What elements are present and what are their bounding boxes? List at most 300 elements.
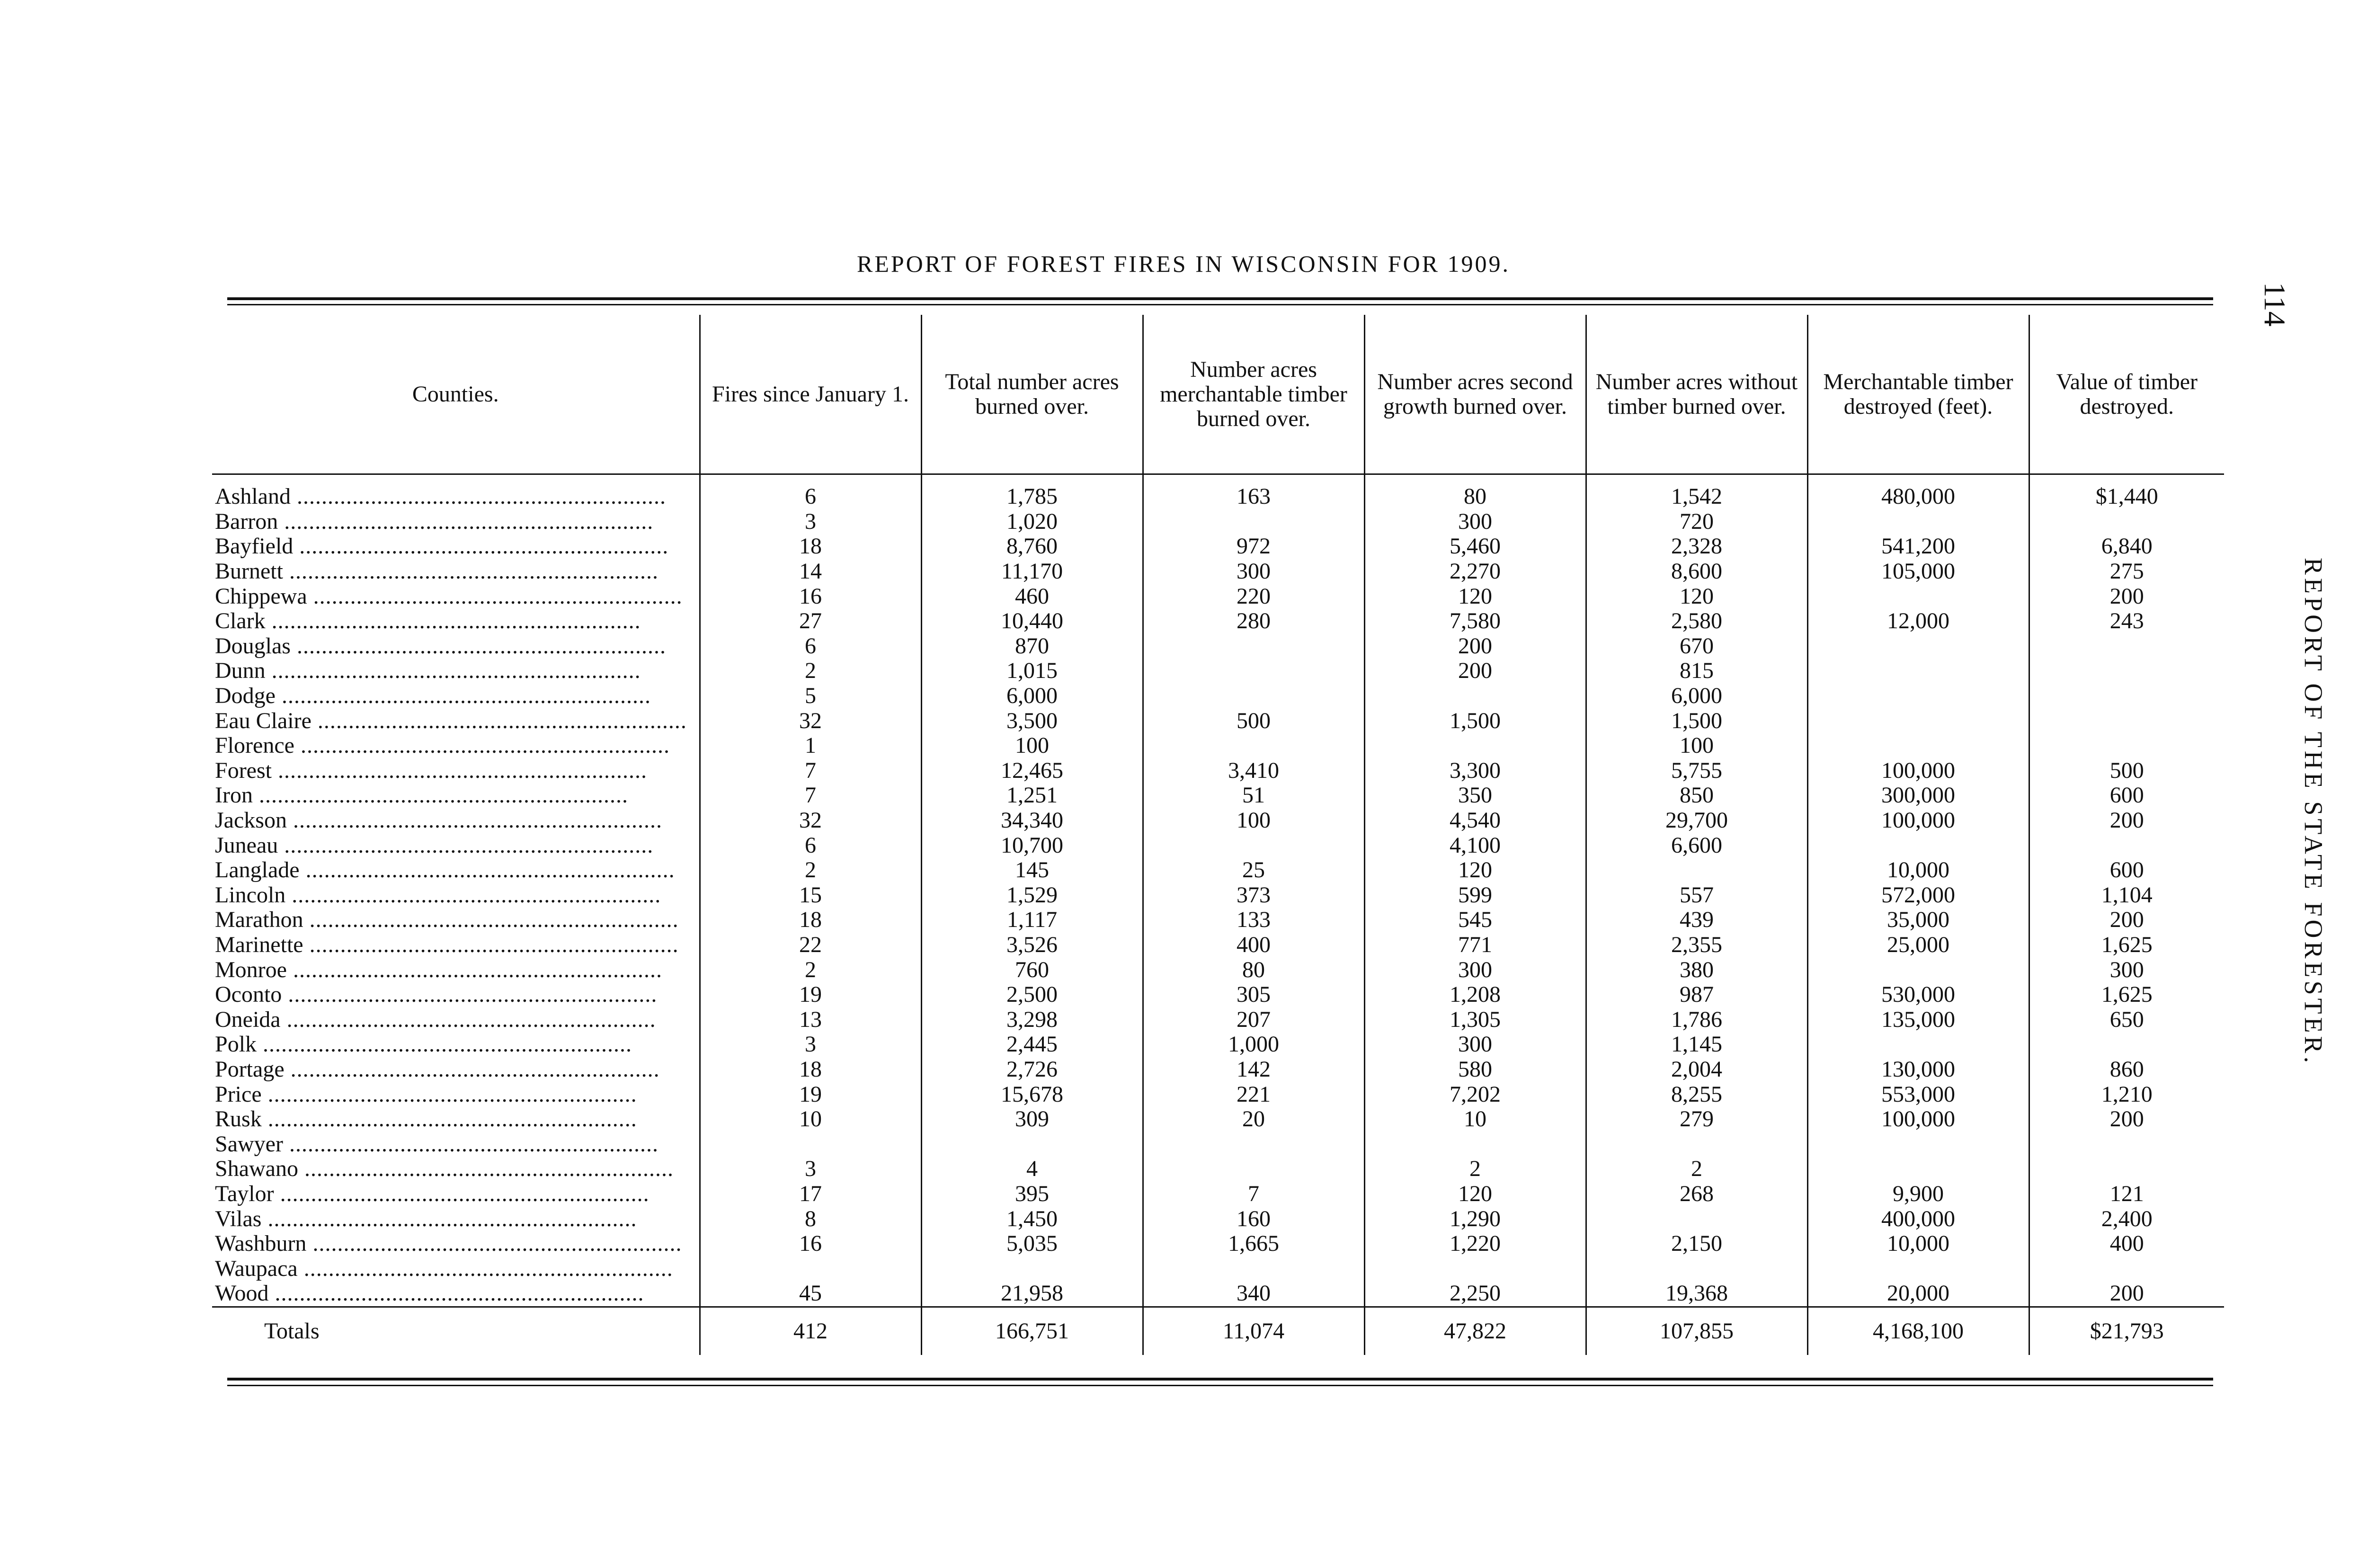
header-second-growth-acres: Number acres second growth burned over. [1364, 315, 1586, 474]
dot-leader: ............................................................ [286, 808, 662, 833]
cell-value-destroyed: 400 [2029, 1231, 2224, 1256]
cell-fires [700, 1256, 921, 1281]
cell-second-growth-acres: 10 [1364, 1107, 1586, 1132]
cell-without-timber-acres: 439 [1586, 908, 1807, 933]
table-row [212, 1131, 2224, 1157]
cell-timber-destroyed-feet [1807, 634, 2029, 659]
county-name: Polk [215, 1032, 257, 1057]
page-title: REPORT OF FOREST FIRES IN WISCONSIN FOR 1909. [856, 250, 1511, 277]
cell-second-growth-acres [1364, 733, 1586, 758]
cell-county [212, 1131, 700, 1157]
cell-second-growth-acres: 300 [1364, 957, 1586, 982]
cell-value-destroyed: 600 [2029, 858, 2224, 883]
dot-leader: ............................................................ [261, 1082, 637, 1107]
cell-merchantable-acres [1143, 833, 1364, 858]
cell-merchantable-acres: 100 [1143, 808, 1364, 833]
cell-county [212, 634, 700, 659]
cell-without-timber-acres: 2,150 [1586, 1231, 1807, 1256]
cell-second-growth-acres [1364, 684, 1586, 709]
dot-leader: ............................................................ [274, 1181, 650, 1206]
cell-value-destroyed [2029, 684, 2224, 709]
table-row [212, 783, 2224, 808]
cell-total-acres: 460 [921, 584, 1143, 609]
cell-without-timber-acres: 2,004 [1586, 1057, 1807, 1082]
table-row [212, 1256, 2224, 1281]
dot-leader: ............................................................ [299, 857, 675, 883]
table-body [212, 474, 2224, 1307]
running-head: REPORT OF THE STATE FORESTER. [2299, 558, 2328, 1067]
cell-value-destroyed: 200 [2029, 908, 2224, 933]
cell-fires: 8 [700, 1206, 921, 1231]
county-name: Marinette [215, 932, 303, 957]
cell-without-timber-acres: 380 [1586, 957, 1807, 982]
cell-fires: 17 [700, 1182, 921, 1207]
county-name: Rusk [215, 1106, 262, 1132]
cell-second-growth-acres: 300 [1364, 1032, 1586, 1057]
table-row [212, 858, 2224, 883]
dot-leader: ............................................................ [298, 1157, 674, 1182]
cell-timber-destroyed-feet: 20,000 [1807, 1281, 2029, 1307]
cell-without-timber-acres: 1,500 [1586, 708, 1807, 733]
cell-without-timber-acres: 8,255 [1586, 1082, 1807, 1107]
cell-county [212, 733, 700, 758]
cell-timber-destroyed-feet [1807, 584, 2029, 609]
cell-county [212, 808, 700, 833]
county-name: Douglas [215, 633, 291, 659]
cell-merchantable-acres: 133 [1143, 908, 1364, 933]
county-name: Portage [215, 1057, 285, 1082]
totals-value-destroyed: $21,793 [2029, 1307, 2224, 1355]
cell-total-acres: 870 [921, 634, 1143, 659]
cell-county [212, 933, 700, 958]
cell-total-acres: 4 [921, 1157, 1143, 1182]
cell-merchantable-acres: 500 [1143, 708, 1364, 733]
dot-leader: ............................................................ [265, 608, 641, 634]
cell-value-destroyed: 1,210 [2029, 1082, 2224, 1107]
dot-leader: ............................................................ [272, 758, 647, 783]
cell-merchantable-acres [1143, 733, 1364, 758]
table-row [212, 933, 2224, 958]
cell-county [212, 684, 700, 709]
cell-value-destroyed [2029, 1157, 2224, 1182]
dot-leader: ............................................................ [257, 1032, 632, 1057]
cell-county [212, 1281, 700, 1307]
cell-merchantable-acres: 221 [1143, 1082, 1364, 1107]
cell-second-growth-acres: 300 [1364, 509, 1586, 535]
cell-total-acres: 2,445 [921, 1032, 1143, 1057]
cell-total-acres: 1,251 [921, 783, 1143, 808]
cell-second-growth-acres: 1,290 [1364, 1206, 1586, 1231]
cell-value-destroyed: 121 [2029, 1182, 2224, 1207]
totals-fires: 412 [700, 1307, 921, 1355]
cell-total-acres: 34,340 [921, 808, 1143, 833]
cell-total-acres: 309 [921, 1107, 1143, 1132]
cell-total-acres: 5,035 [921, 1231, 1143, 1256]
table-row [212, 908, 2224, 933]
cell-timber-destroyed-feet: 480,000 [1807, 474, 2029, 509]
cell-fires: 27 [700, 609, 921, 634]
cell-without-timber-acres: 557 [1586, 883, 1807, 908]
cell-total-acres: 11,170 [921, 559, 1143, 584]
cell-second-growth-acres: 120 [1364, 1182, 1586, 1207]
cell-value-destroyed: 200 [2029, 584, 2224, 609]
bottom-rule-inner [227, 1385, 2213, 1386]
cell-merchantable-acres: 25 [1143, 858, 1364, 883]
cell-without-timber-acres [1586, 1131, 1807, 1157]
cell-merchantable-acres: 340 [1143, 1281, 1364, 1307]
cell-second-growth-acres: 771 [1364, 933, 1586, 958]
county-name: Monroe [215, 957, 287, 982]
cell-without-timber-acres: 279 [1586, 1107, 1807, 1132]
cell-total-acres: 3,500 [921, 708, 1143, 733]
cell-merchantable-acres: 80 [1143, 957, 1364, 982]
header-value-destroyed: Value of timber destroyed. [2029, 315, 2224, 474]
table-row [212, 1057, 2224, 1082]
table-row [212, 609, 2224, 634]
cell-timber-destroyed-feet [1807, 1131, 2029, 1157]
dot-leader: ............................................................ [293, 534, 669, 559]
cell-value-destroyed [2029, 509, 2224, 535]
cell-total-acres: 395 [921, 1182, 1143, 1207]
county-name: Sawyer [215, 1131, 283, 1157]
cell-fires: 45 [700, 1281, 921, 1307]
cell-second-growth-acres: 1,208 [1364, 982, 1586, 1007]
cell-total-acres: 12,465 [921, 758, 1143, 784]
cell-fires: 2 [700, 659, 921, 684]
cell-timber-destroyed-feet [1807, 957, 2029, 982]
table-row [212, 534, 2224, 559]
cell-merchantable-acres [1143, 1157, 1364, 1182]
county-name: Vilas [215, 1206, 262, 1231]
table-row [212, 1206, 2224, 1231]
cell-merchantable-acres: 1,000 [1143, 1032, 1364, 1057]
totals-label: Totals [212, 1307, 700, 1355]
cell-total-acres: 760 [921, 957, 1143, 982]
cell-merchantable-acres [1143, 659, 1364, 684]
cell-value-destroyed [2029, 1131, 2224, 1157]
dot-leader: ............................................................ [297, 1256, 673, 1281]
cell-fires: 16 [700, 1231, 921, 1256]
cell-value-destroyed: 300 [2029, 957, 2224, 982]
cell-county [212, 858, 700, 883]
cell-total-acres: 1,020 [921, 509, 1143, 535]
cell-without-timber-acres: 2 [1586, 1157, 1807, 1182]
header-merchantable-acres: Number acres merchantable timber burned over. [1143, 315, 1364, 474]
cell-value-destroyed [2029, 659, 2224, 684]
cell-value-destroyed [2029, 833, 2224, 858]
cell-merchantable-acres: 163 [1143, 474, 1364, 509]
cell-merchantable-acres: 305 [1143, 982, 1364, 1007]
cell-merchantable-acres: 1,665 [1143, 1231, 1364, 1256]
county-name: Barron [215, 509, 278, 534]
cell-county [212, 609, 700, 634]
table-row [212, 982, 2224, 1007]
dot-leader: ............................................................ [290, 633, 666, 659]
cell-timber-destroyed-feet: 541,200 [1807, 534, 2029, 559]
cell-fires: 3 [700, 509, 921, 535]
county-name: Dunn [215, 659, 266, 684]
dot-leader: ............................................................ [311, 708, 687, 733]
cell-merchantable-acres: 280 [1143, 609, 1364, 634]
cell-fires: 3 [700, 1032, 921, 1057]
cell-without-timber-acres: 2,355 [1586, 933, 1807, 958]
cell-value-destroyed: $1,440 [2029, 474, 2224, 509]
dot-leader: ............................................................ [294, 733, 670, 758]
table-row [212, 1182, 2224, 1207]
totals-second-growth-acres: 47,822 [1364, 1307, 1586, 1355]
cell-fires: 7 [700, 758, 921, 784]
cell-timber-destroyed-feet: 10,000 [1807, 858, 2029, 883]
cell-merchantable-acres: 3,410 [1143, 758, 1364, 784]
table-row [212, 659, 2224, 684]
dot-leader: ............................................................ [283, 559, 658, 584]
cell-total-acres: 21,958 [921, 1281, 1143, 1307]
cell-without-timber-acres: 2,328 [1586, 534, 1807, 559]
cell-without-timber-acres: 5,755 [1586, 758, 1807, 784]
cell-without-timber-acres: 815 [1586, 659, 1807, 684]
cell-value-destroyed [2029, 1032, 2224, 1057]
table-row [212, 474, 2224, 509]
cell-fires: 32 [700, 808, 921, 833]
dot-leader: ............................................................ [303, 908, 679, 933]
cell-without-timber-acres: 1,786 [1586, 1007, 1807, 1032]
table-row [212, 833, 2224, 858]
county-name: Clark [215, 608, 266, 634]
cell-timber-destroyed-feet: 25,000 [1807, 933, 2029, 958]
cell-county [212, 758, 700, 784]
county-name: Eau Claire [215, 708, 311, 733]
table-row [212, 634, 2224, 659]
cell-value-destroyed: 6,840 [2029, 534, 2224, 559]
table-row [212, 1157, 2224, 1182]
cell-total-acres: 1,450 [921, 1206, 1143, 1231]
header-row [212, 315, 2224, 474]
cell-fires: 13 [700, 1007, 921, 1032]
table-row [212, 758, 2224, 784]
table-row [212, 808, 2224, 833]
bottom-rule [227, 1378, 2213, 1381]
cell-total-acres: 1,015 [921, 659, 1143, 684]
cell-total-acres: 1,529 [921, 883, 1143, 908]
header-fires: Fires since January 1. [700, 315, 921, 474]
cell-fires: 7 [700, 783, 921, 808]
cell-without-timber-acres [1586, 1206, 1807, 1231]
cell-without-timber-acres: 2,580 [1586, 609, 1807, 634]
header-total-acres: Total number acres burned over. [921, 315, 1143, 474]
cell-fires: 19 [700, 982, 921, 1007]
cell-total-acres: 3,526 [921, 933, 1143, 958]
cell-fires: 32 [700, 708, 921, 733]
cell-value-destroyed: 860 [2029, 1057, 2224, 1082]
cell-timber-destroyed-feet: 12,000 [1807, 609, 2029, 634]
cell-county [212, 883, 700, 908]
table-row [212, 1032, 2224, 1057]
header-counties: Counties. [212, 315, 700, 474]
cell-second-growth-acres: 7,202 [1364, 1082, 1586, 1107]
county-name: Burnett [215, 559, 283, 584]
county-name: Jackson [215, 808, 287, 833]
county-name: Florence [215, 733, 294, 758]
county-name: Oneida [215, 1007, 281, 1032]
cell-merchantable-acres: 7 [1143, 1182, 1364, 1207]
top-rule [227, 297, 2213, 300]
cell-timber-destroyed-feet [1807, 733, 2029, 758]
cell-timber-destroyed-feet [1807, 833, 2029, 858]
cell-value-destroyed: 200 [2029, 808, 2224, 833]
totals-row [212, 1307, 2224, 1355]
cell-fires: 1 [700, 733, 921, 758]
county-name: Chippewa [215, 584, 307, 609]
cell-timber-destroyed-feet [1807, 1032, 2029, 1057]
cell-fires [700, 1131, 921, 1157]
cell-fires: 6 [700, 833, 921, 858]
cell-timber-destroyed-feet [1807, 509, 2029, 535]
cell-county [212, 474, 700, 509]
table-row [212, 957, 2224, 982]
cell-second-growth-acres: 580 [1364, 1057, 1586, 1082]
cell-timber-destroyed-feet: 400,000 [1807, 1206, 2029, 1231]
cell-without-timber-acres: 19,368 [1586, 1281, 1807, 1307]
cell-second-growth-acres [1364, 1256, 1586, 1281]
table-row [212, 1231, 2224, 1256]
cell-county [212, 982, 700, 1007]
cell-total-acres: 10,700 [921, 833, 1143, 858]
cell-fires: 22 [700, 933, 921, 958]
county-name: Bayfield [215, 534, 294, 559]
cell-timber-destroyed-feet: 530,000 [1807, 982, 2029, 1007]
cell-merchantable-acres: 400 [1143, 933, 1364, 958]
cell-county [212, 1007, 700, 1032]
cell-second-growth-acres [1364, 1131, 1586, 1157]
cell-merchantable-acres: 207 [1143, 1007, 1364, 1032]
cell-value-destroyed: 600 [2029, 783, 2224, 808]
cell-total-acres: 15,678 [921, 1082, 1143, 1107]
cell-county [212, 1231, 700, 1256]
cell-county [212, 1182, 700, 1207]
table-row [212, 1281, 2224, 1307]
cell-total-acres: 2,500 [921, 982, 1143, 1007]
county-name: Ashland [215, 484, 291, 509]
cell-value-destroyed: 650 [2029, 1007, 2224, 1032]
table-row [212, 1107, 2224, 1132]
top-rule-inner [227, 304, 2213, 305]
cell-value-destroyed [2029, 1256, 2224, 1281]
cell-merchantable-acres: 160 [1143, 1206, 1364, 1231]
cell-merchantable-acres [1143, 684, 1364, 709]
dot-leader: ............................................................ [306, 1231, 682, 1256]
dot-leader: ............................................................ [265, 659, 641, 684]
cell-value-destroyed: 1,625 [2029, 933, 2224, 958]
dot-leader: ............................................................ [282, 982, 658, 1007]
cell-second-growth-acres: 350 [1364, 783, 1586, 808]
cell-county [212, 1082, 700, 1107]
cell-without-timber-acres: 6,600 [1586, 833, 1807, 858]
cell-county [212, 908, 700, 933]
cell-timber-destroyed-feet: 105,000 [1807, 559, 2029, 584]
cell-fires: 15 [700, 883, 921, 908]
cell-total-acres: 100 [921, 733, 1143, 758]
cell-fires: 16 [700, 584, 921, 609]
cell-county [212, 1057, 700, 1082]
dot-leader: ............................................................ [285, 882, 661, 908]
county-name: Forest [215, 758, 272, 783]
cell-county [212, 559, 700, 584]
cell-fires: 10 [700, 1107, 921, 1132]
cell-merchantable-acres [1143, 509, 1364, 535]
page-number: 114 [2258, 282, 2292, 327]
table-row [212, 1007, 2224, 1032]
cell-second-growth-acres: 7,580 [1364, 609, 1586, 634]
cell-second-growth-acres: 5,460 [1364, 534, 1586, 559]
cell-total-acres [921, 1131, 1143, 1157]
cell-timber-destroyed-feet [1807, 659, 2029, 684]
county-name: Dodge [215, 683, 276, 709]
table-row [212, 733, 2224, 758]
cell-timber-destroyed-feet: 130,000 [1807, 1057, 2029, 1082]
county-name: Marathon [215, 908, 303, 933]
cell-timber-destroyed-feet: 553,000 [1807, 1082, 2029, 1107]
cell-merchantable-acres: 142 [1143, 1057, 1364, 1082]
county-name: Iron [215, 783, 253, 808]
table-row [212, 509, 2224, 535]
cell-county [212, 534, 700, 559]
cell-fires: 19 [700, 1082, 921, 1107]
cell-merchantable-acres: 51 [1143, 783, 1364, 808]
cell-second-growth-acres: 545 [1364, 908, 1586, 933]
cell-fires: 18 [700, 534, 921, 559]
county-name: Wood [215, 1281, 269, 1306]
cell-without-timber-acres: 268 [1586, 1182, 1807, 1207]
county-name: Oconto [215, 982, 282, 1007]
table-row [212, 684, 2224, 709]
totals-timber-destroyed-feet: 4,168,100 [1807, 1307, 2029, 1355]
cell-value-destroyed [2029, 634, 2224, 659]
cell-value-destroyed: 200 [2029, 1107, 2224, 1132]
table-row [212, 883, 2224, 908]
cell-without-timber-acres: 670 [1586, 634, 1807, 659]
cell-second-growth-acres: 1,220 [1364, 1231, 1586, 1256]
cell-merchantable-acres: 373 [1143, 883, 1364, 908]
cell-total-acres [921, 1256, 1143, 1281]
cell-merchantable-acres [1143, 634, 1364, 659]
cell-county [212, 1206, 700, 1231]
cell-timber-destroyed-feet: 100,000 [1807, 808, 2029, 833]
dot-leader: ............................................................ [283, 1131, 658, 1157]
cell-without-timber-acres: 6,000 [1586, 684, 1807, 709]
cell-value-destroyed: 500 [2029, 758, 2224, 784]
cell-fires: 2 [700, 957, 921, 982]
cell-value-destroyed: 1,625 [2029, 982, 2224, 1007]
table-row [212, 559, 2224, 584]
cell-timber-destroyed-feet: 572,000 [1807, 883, 2029, 908]
cell-timber-destroyed-feet [1807, 708, 2029, 733]
cell-second-growth-acres: 4,100 [1364, 833, 1586, 858]
cell-county [212, 1256, 700, 1281]
cell-county [212, 1107, 700, 1132]
cell-value-destroyed [2029, 708, 2224, 733]
cell-second-growth-acres: 599 [1364, 883, 1586, 908]
cell-timber-destroyed-feet: 300,000 [1807, 783, 2029, 808]
cell-merchantable-acres [1143, 1131, 1364, 1157]
header-timber-destroyed-feet: Merchantable timber destroyed (feet). [1807, 315, 2029, 474]
dot-leader: ............................................................ [278, 833, 654, 858]
cell-second-growth-acres: 2 [1364, 1157, 1586, 1182]
cell-total-acres: 8,760 [921, 534, 1143, 559]
dot-leader: ............................................................ [284, 1057, 660, 1082]
county-name: Washburn [215, 1231, 307, 1256]
dot-leader: ............................................................ [278, 509, 654, 534]
cell-timber-destroyed-feet: 10,000 [1807, 1231, 2029, 1256]
